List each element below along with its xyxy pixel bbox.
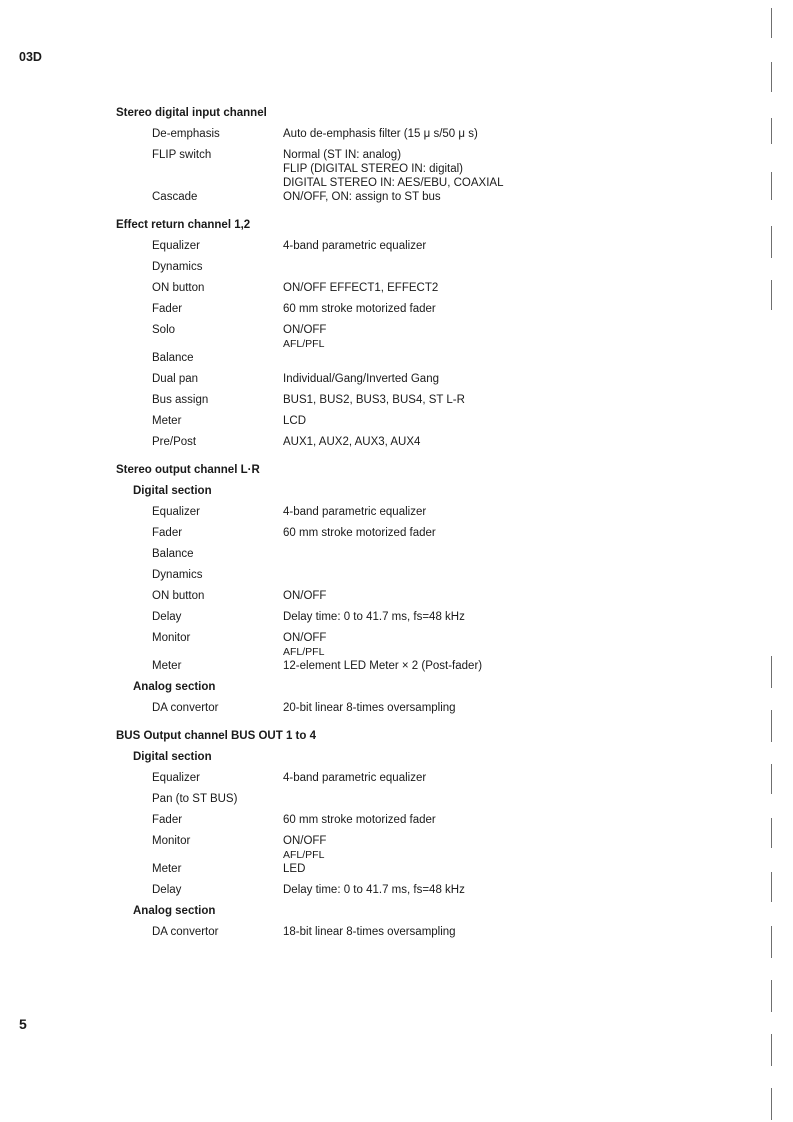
spec-row: [116, 414, 756, 435]
spec-value: [283, 610, 756, 631]
spec-value-line: LED: [283, 863, 306, 875]
spec-label: Dynamics: [152, 569, 203, 581]
spec-group: [116, 505, 756, 680]
spec-label: Equalizer: [152, 506, 200, 518]
spec-row: [116, 281, 756, 302]
subsection-title-digital: Digital section: [133, 751, 212, 763]
spec-row: [116, 771, 756, 792]
spec-group: [116, 771, 756, 904]
scan-edge-mark: [771, 118, 772, 144]
spec-row: [116, 323, 756, 351]
spec-value-line: 4-band parametric equalizer: [283, 240, 427, 252]
scan-edge-mark: [771, 1088, 772, 1120]
subsection-title-analog: Analog section: [133, 681, 216, 693]
document-code: 03D: [19, 50, 42, 64]
spec-value-line: AFL/PFL: [283, 338, 325, 350]
spec-value: [283, 526, 756, 547]
spec-row: [116, 862, 756, 883]
spec-value-line: Auto de-emphasis filter (15 μ s/50 μ s): [283, 128, 478, 140]
section-title-effect-return: Effect return channel 1,2: [116, 219, 251, 231]
spec-group: [116, 127, 756, 211]
spec-value: [283, 148, 756, 190]
spec-label: Dynamics: [152, 261, 203, 273]
spec-value-line: 60 mm stroke motorized fader: [283, 303, 436, 315]
spec-value-line: Normal (ST IN: analog): [283, 149, 402, 161]
spec-label: FLIP switch: [152, 149, 212, 161]
scan-edge-mark: [771, 280, 772, 310]
spec-row: [116, 393, 756, 414]
spec-label: Bus assign: [152, 394, 209, 406]
spec-value-line: DIGITAL STEREO IN: AES/EBU, COAXIAL: [283, 177, 504, 189]
spec-label: Balance: [152, 548, 194, 560]
spec-value-line: AFL/PFL: [283, 849, 325, 861]
spec-label: Meter: [152, 660, 182, 672]
scan-edge-mark: [771, 1034, 772, 1066]
spec-row: [116, 148, 756, 190]
spec-label: ON button: [152, 282, 205, 294]
spec-label: Fader: [152, 814, 183, 826]
spec-row: [116, 792, 756, 813]
spec-row: [116, 589, 756, 610]
spec-value-line: 60 mm stroke motorized fader: [283, 527, 436, 539]
spec-row: [116, 925, 756, 946]
spec-value: [283, 190, 756, 211]
spec-label: Fader: [152, 303, 183, 315]
spec-value-line: AUX1, AUX2, AUX3, AUX4: [283, 436, 421, 448]
spec-row: [116, 351, 756, 372]
spec-row: [116, 834, 756, 862]
spec-label: Meter: [152, 415, 182, 427]
spec-row: [116, 302, 756, 323]
spec-value: [283, 659, 756, 680]
spec-value-line: Delay time: 0 to 41.7 ms, fs=48 kHz: [283, 611, 465, 623]
section-title-stereo-digital: Stereo digital input channel: [116, 107, 267, 119]
spec-label: Delay: [152, 611, 182, 623]
spec-label: Delay: [152, 884, 182, 896]
spec-row: [116, 813, 756, 834]
scan-edge-mark: [771, 872, 772, 902]
spec-row: [116, 372, 756, 393]
spec-value: [283, 323, 756, 351]
spec-value: [283, 127, 756, 148]
spec-value: [283, 834, 756, 862]
spec-value: [283, 813, 756, 834]
spec-value: [283, 771, 756, 792]
spec-label: Dual pan: [152, 373, 199, 385]
spec-value-line: Individual/Gang/Inverted Gang: [283, 373, 439, 385]
scan-edge-mark: [771, 980, 772, 1012]
spec-label: Meter: [152, 863, 182, 875]
spec-group: [116, 239, 756, 456]
spec-row: [116, 526, 756, 547]
spec-value-line: ON/OFF, ON: assign to ST bus: [283, 191, 441, 203]
spec-value: [283, 435, 756, 456]
spec-label: Monitor: [152, 835, 191, 847]
spec-value: [283, 792, 756, 813]
spec-value: [283, 631, 756, 659]
spec-row: [116, 190, 756, 211]
spec-value-line: ON/OFF: [283, 324, 327, 336]
spec-row: [116, 631, 756, 659]
spec-row: [116, 260, 756, 281]
spec-value-line: 12-element LED Meter × 2 (Post-fader): [283, 660, 483, 672]
scan-edge-mark: [771, 710, 772, 742]
spec-value: [283, 568, 756, 589]
spec-value: [283, 281, 756, 302]
spec-value-line: ON/OFF: [283, 590, 327, 602]
spec-value: [283, 260, 756, 281]
spec-label: Cascade: [152, 191, 198, 203]
scan-edge-mark: [771, 764, 772, 794]
spec-value: [283, 393, 756, 414]
subsection-title-analog: Analog section: [133, 905, 216, 917]
spec-group: [116, 701, 756, 722]
spec-row: [116, 435, 756, 456]
spec-label: De-emphasis: [152, 128, 220, 140]
spec-row: [116, 547, 756, 568]
spec-row: [116, 127, 756, 148]
spec-value-line: 4-band parametric equalizer: [283, 506, 427, 518]
scan-edge-mark: [771, 62, 772, 92]
spec-value-line: 18-bit linear 8-times oversampling: [283, 926, 456, 938]
spec-value: [283, 589, 756, 610]
spec-value-line: 4-band parametric equalizer: [283, 772, 427, 784]
subsection-title-digital: Digital section: [133, 485, 212, 497]
spec-label: Balance: [152, 352, 194, 364]
spec-label: Solo: [152, 324, 176, 336]
spec-label: Equalizer: [152, 240, 200, 252]
scan-edge-mark: [771, 926, 772, 958]
spec-value-line: AFL/PFL: [283, 646, 325, 658]
spec-content: [116, 106, 756, 946]
scan-edge-mark: [771, 818, 772, 848]
spec-value-line: ON/OFF EFFECT1, EFFECT2: [283, 282, 439, 294]
spec-group: [116, 925, 756, 946]
scan-edge-mark: [771, 8, 772, 38]
scan-edge-mark: [771, 172, 772, 200]
spec-value: [283, 414, 756, 435]
spec-label: Monitor: [152, 632, 191, 644]
spec-value: [283, 505, 756, 526]
spec-value: [283, 925, 756, 946]
spec-row: [116, 568, 756, 589]
spec-label: DA convertor: [152, 926, 219, 938]
spec-row: [116, 610, 756, 631]
spec-label: Pan (to ST BUS): [152, 793, 238, 805]
section-title-stereo-output: Stereo output channel L·R: [116, 464, 260, 476]
spec-value: [283, 883, 756, 904]
scan-edge-mark: [771, 656, 772, 688]
spec-value-line: LCD: [283, 415, 307, 427]
spec-row: [116, 659, 756, 680]
spec-value-line: 20-bit linear 8-times oversampling: [283, 702, 456, 714]
spec-row: [116, 505, 756, 526]
spec-label: ON button: [152, 590, 205, 602]
spec-value: [283, 701, 756, 722]
spec-row: [116, 239, 756, 260]
spec-value: [283, 302, 756, 323]
spec-row: [116, 701, 756, 722]
spec-value-line: Delay time: 0 to 41.7 ms, fs=48 kHz: [283, 884, 465, 896]
spec-value: [283, 351, 756, 372]
spec-value: [283, 862, 756, 883]
spec-value: [283, 547, 756, 568]
spec-value: [283, 372, 756, 393]
spec-label: DA convertor: [152, 702, 219, 714]
spec-value-line: ON/OFF: [283, 835, 327, 847]
section-title-bus-output: BUS Output channel BUS OUT 1 to 4: [116, 730, 316, 742]
spec-label: Equalizer: [152, 772, 200, 784]
spec-value: [283, 239, 756, 260]
spec-value-line: ON/OFF: [283, 632, 327, 644]
spec-label: Pre/Post: [152, 436, 197, 448]
spec-row: [116, 883, 756, 904]
spec-value-line: 60 mm stroke motorized fader: [283, 814, 436, 826]
spec-value-line: BUS1, BUS2, BUS3, BUS4, ST L-R: [283, 394, 465, 406]
page-number: 5: [19, 1016, 27, 1032]
scan-edge-mark: [771, 226, 772, 258]
spec-value-line: FLIP (DIGITAL STEREO IN: digital): [283, 163, 463, 175]
spec-label: Fader: [152, 527, 183, 539]
